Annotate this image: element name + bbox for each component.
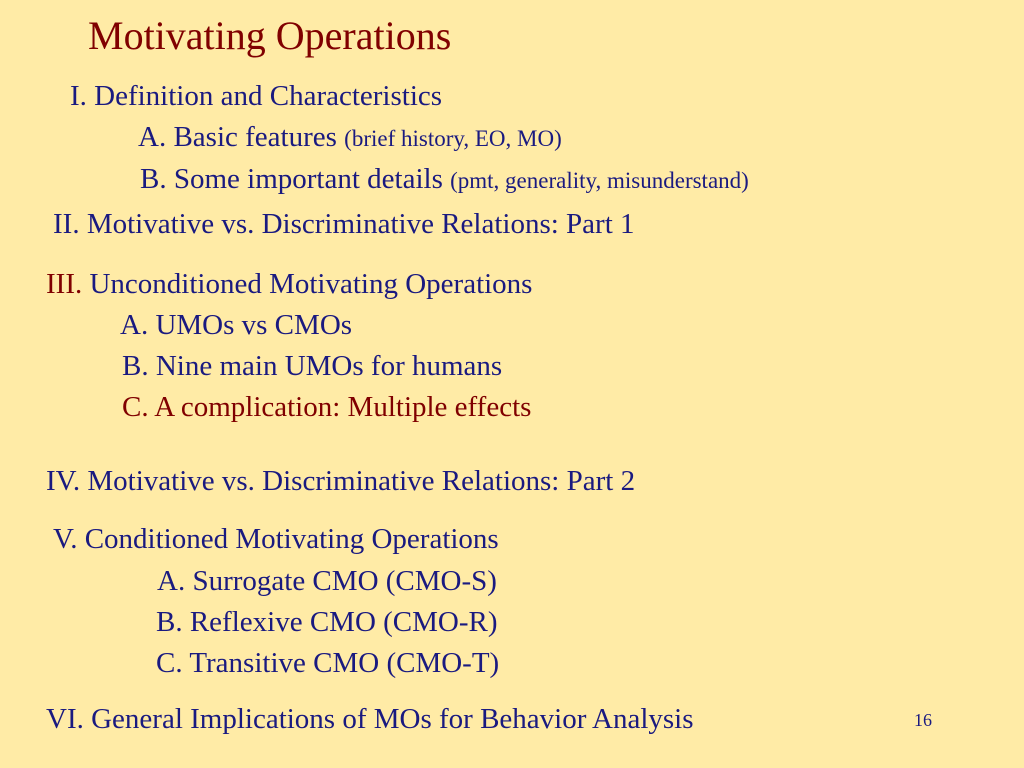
section-1-item-b-note: (pmt, generality, misunderstand) — [450, 168, 749, 193]
section-6-heading: VI. General Implications of MOs for Behavior Analysis — [46, 703, 694, 735]
section-1-item-b — [140, 165, 749, 194]
section-3-item-c: C. A complication: Multiple effects — [122, 391, 532, 423]
section-5-item-a: A. Surrogate CMO (CMO-S) — [157, 565, 497, 597]
section-3-heading — [46, 270, 532, 299]
section-2-heading: II. Motivative vs. Discriminative Relations: Part 1 — [53, 208, 635, 240]
slide-title: Motivating Operations — [88, 13, 452, 58]
section-5-heading: V. Conditioned Motivating Operations — [53, 523, 499, 555]
section-3-heading-text: Unconditioned Motivating Operations — [89, 268, 533, 300]
section-5-item-c: C. Transitive CMO (CMO-T) — [156, 647, 500, 679]
section-1-item-a — [138, 123, 562, 152]
section-3-item-a: A. UMOs vs CMOs — [120, 309, 353, 341]
section-1-item-b-text: B. Some important details — [140, 163, 443, 195]
section-1-heading: I. Definition and Characteristics — [70, 80, 443, 112]
section-3-numeral: III. — [46, 268, 83, 300]
section-1-item-a-text: A. Basic features — [138, 121, 337, 153]
section-1-item-a-note: (brief history, EO, MO) — [344, 126, 562, 151]
page-number: 16 — [914, 710, 932, 730]
section-3-item-b: B. Nine main UMOs for humans — [122, 350, 503, 382]
section-5-item-b: B. Reflexive CMO (CMO-R) — [156, 606, 498, 638]
section-4-heading: IV. Motivative vs. Discriminative Relations: Part 2 — [46, 465, 636, 497]
